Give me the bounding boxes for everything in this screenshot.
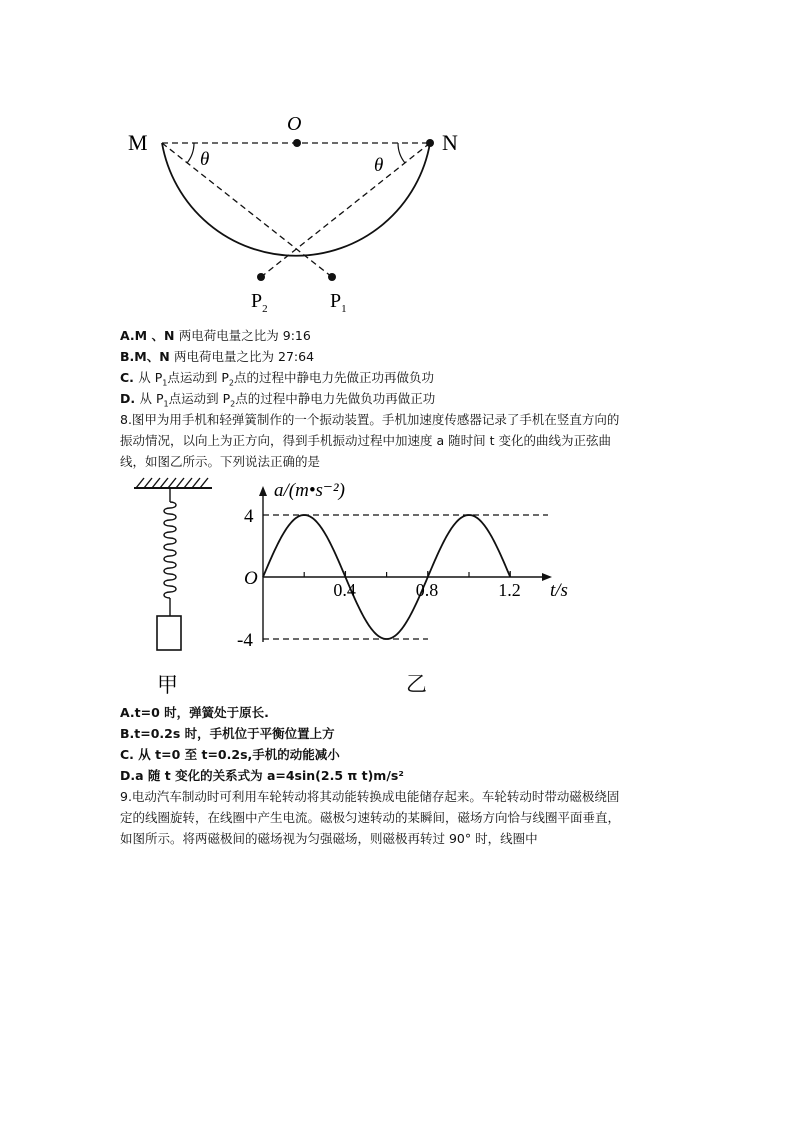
q7-option-b: B.M、N 两电荷电量之比为 27:64 — [120, 349, 315, 364]
x-tick-label-0.8: 0.8 — [415, 580, 439, 600]
figure-acceleration-chart — [232, 474, 592, 699]
x-axis-label: t/s — [550, 580, 568, 601]
label-jia: 甲 — [157, 673, 178, 697]
q9-stem-line-1: 9.电动汽车制动时可利用车轮转动将其动能转换成电能储存起来。车轮转动时带动磁极绕固 — [120, 789, 620, 804]
q8-option-a: A.t=0 时，弹簧处于原长. — [120, 705, 269, 720]
q9-stem-line-3: 如图所示。将两磁极间的磁场视为匀强磁场，则磁极再转过 90° 时，线圈中 — [120, 831, 538, 846]
label-theta-left: θ — [200, 149, 210, 170]
label-p2: $P_2$ — [251, 290, 268, 315]
x-tick-label-1.2: 1.2 — [498, 580, 521, 600]
q7-option-d: D. 从 $P_1$点运动到 $P_2$点的过程中静电力先做负功再做正功 — [120, 391, 436, 409]
point-p2 — [257, 273, 265, 281]
q8-stem-line-2: 振动情况，以向上为正方向，得到手机振动过程中加速度 a 随时间 t 变化的曲线为正弦曲 — [120, 433, 611, 448]
q8-stem-line-1: 8.图甲为用手机和轻弹簧制作的一个振动装置。手机加速度传感器记录了手机在竖直方向的 — [120, 412, 620, 427]
figure-semicircle — [120, 105, 480, 320]
y-axis-arrow — [259, 486, 267, 496]
label-o: O — [287, 113, 302, 135]
angle-arc-right — [398, 143, 405, 163]
spring-coil — [164, 502, 176, 598]
phone-block — [157, 616, 181, 650]
ceiling-hatch — [136, 478, 208, 488]
point-p1 — [328, 273, 336, 281]
figure-spring-phone — [120, 474, 230, 699]
q9-stem-line-2: 定的线圈旋转，在线圈中产生电流。磁极匀速转动的某瞬间，磁场方向恰与线圈平面垂直， — [120, 810, 621, 825]
q8-option-c: C. 从 t=0 至 t=0.2s,手机的动能减小 — [120, 747, 340, 762]
q8-stem-line-3: 线，如图乙所示。下列说法正确的是 — [120, 454, 321, 469]
label-n: N — [442, 130, 458, 155]
label-m: M — [128, 130, 148, 155]
point-n — [426, 139, 434, 147]
q7-option-c: C. 从 $P_1$点运动到 $P_2$点的过程中静电力先做正功再做负功 — [120, 370, 435, 388]
q8-option-b: B.t=0.2s 时，手机位于平衡位置上方 — [120, 726, 335, 741]
label-theta-right: θ — [374, 155, 384, 176]
x-tick-marks — [304, 571, 510, 577]
x-tick-label-0.4: 0.4 — [333, 580, 356, 600]
y-tick-label-neg4: -4 — [237, 630, 253, 651]
y-axis-label: a/(m•s⁻²) — [274, 480, 345, 501]
label-p1: $P_1$ — [330, 290, 347, 315]
point-o — [293, 139, 301, 147]
origin-label: O — [244, 568, 258, 589]
q8-option-d: D.a 随 t 变化的关系式为 a=4sin(2.5 π t)m/s² — [120, 768, 404, 783]
q7-option-a: A.M 、N 两电荷电量之比为 9:16 — [120, 328, 311, 343]
angle-arc-left — [187, 143, 194, 163]
y-tick-label-4: 4 — [244, 506, 254, 527]
label-yi: 乙 — [406, 672, 427, 696]
